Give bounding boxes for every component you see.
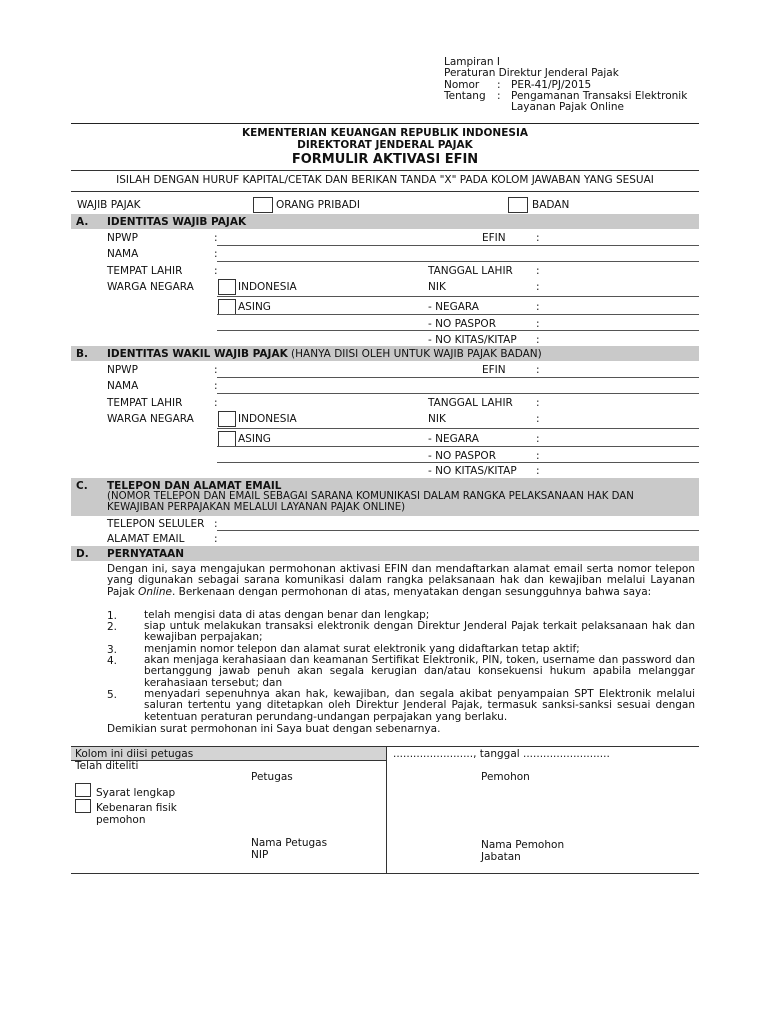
a-no-paspor-label: - NO PASPOR xyxy=(428,318,496,330)
section-b-title-row xyxy=(107,348,542,360)
telepon-line[interactable] xyxy=(217,530,699,531)
item-1-text: telah mengisi data di atas dengan benar dan lengkap; xyxy=(144,609,430,621)
section-a-title: IDENTITAS WAJIB PAJAK xyxy=(107,216,247,228)
b-tanggal-lahir-colon: : xyxy=(536,397,540,409)
a-paspor-line[interactable] xyxy=(217,330,699,331)
pernyataan-intro xyxy=(107,564,695,598)
instruction-rule xyxy=(71,191,699,192)
footer-divider xyxy=(386,746,387,873)
a-indonesia-checkbox[interactable] xyxy=(218,279,236,295)
section-a-letter: A. xyxy=(76,216,89,228)
b-indonesia-checkbox[interactable] xyxy=(218,411,236,427)
b-efin-label: EFIN xyxy=(482,364,506,376)
kebenaran-fisik-checkbox[interactable] xyxy=(75,799,91,813)
form-title: FORMULIR AKTIVASI EFIN xyxy=(291,152,479,167)
petugas-header-text: Kolom ini diisi petugas xyxy=(75,748,194,760)
directorate-name: DIREKTORAT JENDERAL PAJAK xyxy=(297,139,473,151)
a-asing-label: ASING xyxy=(238,301,271,313)
b-npwp-label: NPWP xyxy=(107,364,138,376)
section-d-title: PERNYATAAN xyxy=(107,548,185,560)
a-nik-label: NIK xyxy=(428,281,446,293)
b-negara-line[interactable] xyxy=(217,446,699,447)
instruction-text: ISILAH DENGAN HURUF KAPITAL/CETAK DAN BERIKAN TANDA "X" PADA KOLOM JAWABAN YANG SESUAI xyxy=(116,174,654,186)
date-line[interactable]: ........................, tanggal .......................... xyxy=(393,748,610,760)
section-c-title: TELEPON DAN ALAMAT EMAIL xyxy=(107,480,282,492)
lampiran-tentang-value: Pengamanan Transaksi Elektronik xyxy=(511,90,688,102)
kebenaran-fisik-label-cont: pemohon xyxy=(96,814,146,826)
b-no-kitas-label: - NO KITAS/KITAP xyxy=(428,465,517,477)
a-negara-label: - NEGARA xyxy=(428,301,479,313)
b-negara-label: - NEGARA xyxy=(428,433,479,445)
badan-label: BADAN xyxy=(532,199,570,211)
telepon-colon: : xyxy=(214,518,218,530)
item-5-number: 5. xyxy=(107,689,118,701)
a-npwp-colon: : xyxy=(214,232,218,244)
item-2-text: siap untuk melakukan transaksi elektronik dengan Direktur Jenderal Pajak terkait pelaksanaan hak dan kewajiban perpajakan; xyxy=(144,620,695,644)
a-indonesia-label: INDONESIA xyxy=(238,281,297,293)
a-efin-label: EFIN xyxy=(482,232,506,244)
b-asing-label: ASING xyxy=(238,433,271,445)
section-c-note-1: (NOMOR TELEPON DAN EMAIL SEBAGAI SARANA KOMUNIKASI DALAM RANGKA PELAKSANAAN HAK DAN xyxy=(107,491,634,502)
item-3-number: 3. xyxy=(107,644,118,656)
lampiran-tentang-value-cont: Layanan Pajak Online xyxy=(511,101,624,113)
a-nik-colon: : xyxy=(536,281,540,293)
kebenaran-fisik-label: Kebenaran fisik xyxy=(96,802,177,814)
a-nik-line[interactable] xyxy=(217,296,699,297)
b-tempat-lahir-label: TEMPAT LAHIR xyxy=(107,397,183,409)
a-nama-line[interactable] xyxy=(217,261,699,262)
syarat-lengkap-checkbox[interactable] xyxy=(75,783,91,797)
b-nama-colon: : xyxy=(214,380,218,392)
b-nik-line[interactable] xyxy=(217,428,699,429)
b-nik-label: NIK xyxy=(428,413,446,425)
b-nik-colon: : xyxy=(536,413,540,425)
email-label: ALAMAT EMAIL xyxy=(107,533,185,545)
a-efin-colon: : xyxy=(536,232,540,244)
b-tanggal-lahir-label: TANGGAL LAHIR xyxy=(428,397,513,409)
lampiran-tentang-label: Tentang xyxy=(444,90,486,102)
item-2-number: 2. xyxy=(107,621,118,633)
intro-text-online: Online xyxy=(138,585,172,598)
section-b-letter: B. xyxy=(76,348,88,360)
lampiran-tentang-colon: : xyxy=(497,90,501,102)
a-negara-colon: : xyxy=(536,301,540,313)
a-asing-checkbox[interactable] xyxy=(218,299,236,315)
a-tanggal-lahir-label: TANGGAL LAHIR xyxy=(428,265,513,277)
a-negara-line[interactable] xyxy=(217,314,699,315)
closing-statement: Demikian surat permohonan ini Saya buat dengan sebenarnya. xyxy=(107,723,441,735)
b-negara-colon: : xyxy=(536,433,540,445)
a-no-kitas-colon: : xyxy=(536,334,540,346)
title-rule xyxy=(71,170,699,171)
lampiran-nomor-value: PER-41/PJ/2015 xyxy=(511,79,592,91)
a-no-paspor-colon: : xyxy=(536,318,540,330)
a-npwp-label: NPWP xyxy=(107,232,138,244)
jabatan-label: Jabatan xyxy=(481,851,521,863)
item-5-text: menyadari sepenuhnya akan hak, kewajiban, dan segala akibat penyampaian SPT Elektronik melalui saluran tertentu yang ditetapkan oleh Direktur Jenderal Pajak, termasuk sanksi-sanksi sesuai dengan ketentuan peraturan perundang-undangan perpajakan yang berlaku. xyxy=(144,688,695,723)
a-warga-negara-label: WARGA NEGARA xyxy=(107,281,194,293)
a-no-kitas-label: - NO KITAS/KITAP xyxy=(428,334,517,346)
b-npwp-colon: : xyxy=(214,364,218,376)
wajib-pajak-label: WAJIB PAJAK xyxy=(77,199,141,211)
top-rule xyxy=(71,123,699,124)
item-4-number: 4. xyxy=(107,655,118,667)
section-b-title: IDENTITAS WAKIL WAJIB PAJAK xyxy=(107,348,288,360)
b-npwp-line[interactable] xyxy=(217,377,699,378)
b-paspor-line[interactable] xyxy=(217,462,699,463)
a-nama-label: NAMA xyxy=(107,248,139,260)
orang-pribadi-checkbox[interactable] xyxy=(253,197,273,213)
b-no-paspor-colon: : xyxy=(536,450,540,462)
footer-bottom-rule xyxy=(71,873,699,874)
item-3-text: menjamin nomor telepon dan alamat surat elektronik yang didaftarkan tetap aktif; xyxy=(144,643,580,655)
b-nama-label: NAMA xyxy=(107,380,139,392)
ministry-name: KEMENTERIAN KEUANGAN REPUBLIK INDONESIA xyxy=(242,127,528,139)
pemohon-label: Pemohon xyxy=(481,771,530,783)
item-4-text: akan menjaga kerahasiaan dan keamanan Sertifikat Elektronik, PIN, token, username dan password dan bertanggung jawab penuh akan segala kerugian dan/atau konsekuensi hukum apabila melanggar kerahasiaan tersebut; dan xyxy=(144,654,695,689)
intro-text-b: . Berkenaan dengan permohonan di atas, menyatakan dengan sesungguhnya bahwa saya: xyxy=(171,585,652,598)
section-b-note: (HANYA DIISI OLEH UNTUK WAJIB PAJAK BADAN) xyxy=(287,348,542,360)
orang-pribadi-label: ORANG PRIBADI xyxy=(276,199,360,211)
lampiran-nomor-colon: : xyxy=(497,79,501,91)
item-1-number: 1. xyxy=(107,610,118,622)
b-warga-negara-label: WARGA NEGARA xyxy=(107,413,194,425)
b-asing-checkbox[interactable] xyxy=(218,431,236,447)
b-efin-colon: : xyxy=(536,364,540,376)
section-d-letter: D. xyxy=(76,548,89,560)
a-npwp-line[interactable] xyxy=(217,245,699,246)
b-indonesia-label: INDONESIA xyxy=(238,413,297,425)
a-tempat-lahir-label: TEMPAT LAHIR xyxy=(107,265,183,277)
section-c-note-2: KEWAJIBAN PERPAJAKAN MELALUI LAYANAN PAJAK ONLINE) xyxy=(107,502,406,513)
syarat-lengkap-label: Syarat lengkap xyxy=(96,787,176,799)
b-tempat-lahir-colon: : xyxy=(214,397,218,409)
nama-pemohon-label: Nama Pemohon xyxy=(481,839,565,851)
nama-petugas-label: Nama Petugas xyxy=(251,837,328,849)
a-tanggal-lahir-colon: : xyxy=(536,265,540,277)
petugas-label: Petugas xyxy=(251,771,293,783)
nip-label: NIP xyxy=(251,849,269,861)
a-nama-colon: : xyxy=(214,248,218,260)
badan-checkbox[interactable] xyxy=(508,197,528,213)
email-colon: : xyxy=(214,533,218,545)
telah-diteliti-label: Telah diteliti xyxy=(75,760,139,772)
b-nama-line[interactable] xyxy=(217,393,699,394)
section-c-letter: C. xyxy=(76,480,88,492)
b-no-kitas-colon: : xyxy=(536,465,540,477)
lampiran-title: Lampiran I xyxy=(444,56,500,68)
lampiran-nomor-label: Nomor xyxy=(444,79,480,91)
b-no-paspor-label: - NO PASPOR xyxy=(428,450,496,462)
a-tempat-lahir-colon: : xyxy=(214,265,218,277)
telepon-label: TELEPON SELULER xyxy=(107,518,205,530)
lampiran-regulation: Peraturan Direktur Jenderal Pajak xyxy=(444,67,619,79)
intro-text-a: Dengan ini, saya mengajukan permohonan aktivasi EFIN dan mendaftarkan alamat email serta nomor telepon yang digunakan sebagai sarana komunikasi dalam rangka pelaksanaan hak dan kewajiban melalui Layanan Pajak xyxy=(107,563,695,598)
